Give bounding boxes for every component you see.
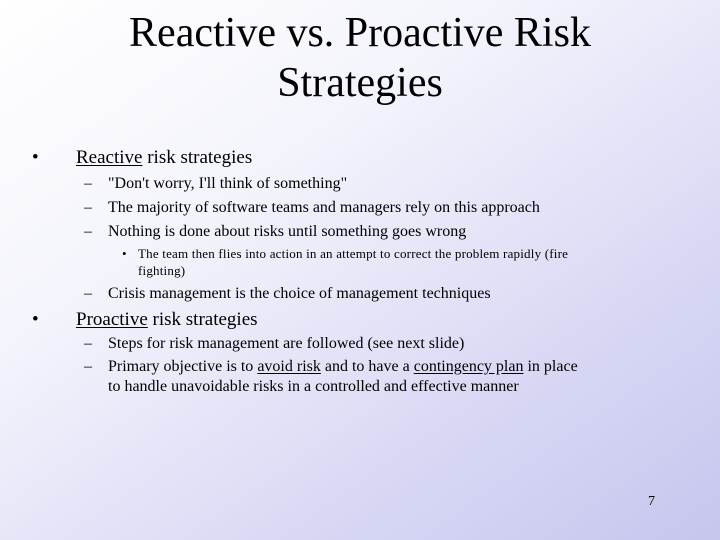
title-line-1: Reactive vs. Proactive Risk bbox=[129, 10, 591, 56]
reactive-point-4: Crisis management is the choice of management techniques bbox=[108, 285, 491, 302]
reactive-point-3: Nothing is done about risks until something goes wrong bbox=[108, 223, 467, 240]
proactive-point-1: Steps for risk management are followed (see next slide) bbox=[108, 335, 465, 352]
dash-marker: – bbox=[84, 175, 92, 192]
proactive-point-2-text-b: and to have a bbox=[320, 358, 414, 375]
avoid-risk-link[interactable]: avoid risk bbox=[257, 358, 321, 375]
proactive-point-2-text-c: in place bbox=[523, 358, 578, 375]
reactive-heading-rest: risk strategies bbox=[142, 147, 253, 168]
proactive-keyword: Proactive bbox=[76, 309, 148, 330]
reactive-point-2: The majority of software teams and managers rely on this approach bbox=[108, 199, 540, 216]
dash-marker: – bbox=[84, 358, 92, 375]
proactive-heading-rest: risk strategies bbox=[147, 309, 258, 330]
contingency-plan-link[interactable]: contingency plan bbox=[413, 358, 524, 375]
dash-marker: – bbox=[84, 223, 92, 240]
slide-title bbox=[60, 8, 660, 108]
dash-marker: – bbox=[84, 285, 92, 302]
title-line-2: Strategies bbox=[277, 60, 443, 106]
proactive-point-2-text-a: Primary objective is to bbox=[108, 358, 258, 375]
bullet-marker: • bbox=[32, 309, 39, 330]
bullet-marker: • bbox=[32, 147, 39, 168]
proactive-point-2 bbox=[108, 357, 578, 397]
proactive-point-2-line-2: to handle unavoidable risks in a controlled and effective manner bbox=[108, 378, 519, 395]
reactive-keyword: Reactive bbox=[76, 147, 143, 168]
reactive-point-1: "Don't worry, I'll think of something" bbox=[108, 175, 348, 192]
bullet-marker-small: • bbox=[122, 246, 127, 261]
reactive-subpoint-line-1: The team then flies into action in an attempt to correct the problem rapidly (fire bbox=[138, 246, 569, 261]
dash-marker: – bbox=[84, 199, 92, 216]
bullet-reactive bbox=[76, 147, 252, 169]
dash-marker: – bbox=[84, 335, 92, 352]
reactive-subpoint-line-2: fighting) bbox=[138, 263, 186, 278]
page-number: 7 bbox=[648, 494, 655, 509]
reactive-subpoint bbox=[138, 245, 568, 279]
bullet-proactive bbox=[76, 309, 258, 331]
